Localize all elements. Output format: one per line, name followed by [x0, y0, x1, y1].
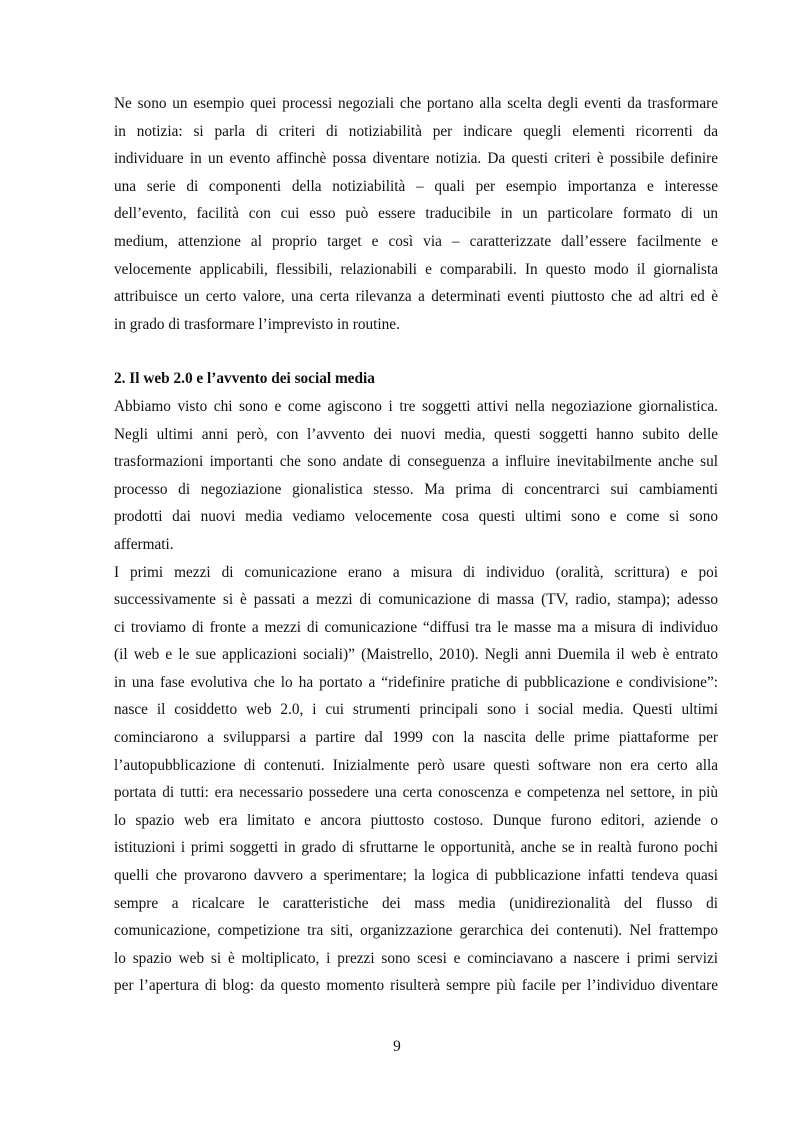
text-line: lo spazio web era limitato e ancora piuttosto costoso. Dunque furono editori, aziende o	[114, 811, 718, 829]
text-line: Abbiamo visto chi sono e come agiscono i tre soggetti attivi nella negoziazione giornalistica.	[114, 397, 718, 415]
text-line: l’autopubblicazione di contenuti. Inizialmente però usare questi software non era certo alla	[114, 756, 718, 774]
text-line: comunicazione, competizione tra siti, organizzazione gerarchica dei contenuti). Nel frattempo	[114, 922, 718, 940]
text-line: per l’apertura di blog: da questo momento risulterà sempre più facile per l’individuo diventare	[114, 977, 718, 995]
text-line: (il web e le sue applicazioni sociali)” (Maistrello, 2010). Negli anni Duemila il web è entrato	[114, 646, 718, 664]
text-line: una serie di componenti della notiziabilità – quali per esempio importanza e interesse	[114, 177, 718, 195]
text-line: ci troviamo di fronte a mezzi di comunicazione “diffusi tra le masse ma a misura di individuo	[114, 618, 718, 636]
text-line: in notizia: si parla di criteri di notiziabilità per indicare quegli elementi ricorrenti da	[114, 122, 718, 140]
text-line: velocemente applicabili, flessibili, relazionabili e comparabili. In questo modo il giornalista	[114, 260, 718, 278]
paragraph-section-2	[114, 559, 718, 1001]
text-line: quelli che provarono davvero a sperimentare; la logica di pubblicazione infatti tendeva quasi	[114, 867, 718, 885]
text-line: medium, attenzione al proprio target e così via – caratterizzate dall’essere facilmente e	[114, 232, 718, 250]
paragraph-section-1	[114, 393, 718, 559]
text-line: lo spazio web si è moltiplicato, i prezzi sono scesi e cominciavano a nascere i primi servizi	[114, 949, 718, 967]
text-line: prodotti dai nuovi media vediamo velocemente cosa questi ultimi sono e come si sono	[114, 508, 718, 526]
page-number: 9	[393, 1038, 401, 1055]
section-gap	[114, 338, 718, 365]
paragraph-intro	[114, 90, 718, 338]
document-page	[114, 90, 718, 1000]
text-line: cominciarono a svilupparsi a partire dal 1999 con la nascita delle prime piattaforme per	[114, 729, 718, 747]
text-line: attribuisce un certo valore, una certa rilevanza a determinati eventi piuttosto che ad altri ed è	[114, 288, 718, 306]
text-line: sempre a ricalcare le caratteristiche dei mass media (unidirezionalità del flusso di	[114, 894, 718, 912]
text-line: processo di negoziazione gionalistica stesso. Ma prima di concentrarci sui cambiamenti	[114, 480, 718, 498]
text-line: istituzioni i primi soggetti in grado di sfruttarne le opportunità, anche se in realtà furono pochi	[114, 839, 718, 857]
section-heading: 2. Il web 2.0 e l’avvento dei social media	[114, 370, 375, 388]
text-line: individuare in un evento affinchè possa diventare notizia. Da questi criteri è possibile definire	[114, 150, 718, 168]
text-line: in una fase evolutiva che lo ha portato a “ridefinire pratiche di pubblicazione e condivisione”:	[114, 673, 718, 691]
text-line: I primi mezzi di comunicazione erano a misura di individuo (oralità, scrittura) e poi	[114, 563, 718, 581]
text-line: nasce il cosiddetto web 2.0, i cui strumenti principali sono i social media. Questi ultimi	[114, 701, 718, 719]
text-line: trasformazioni importanti che sono andate di conseguenza a influire inevitabilmente anche sul	[114, 453, 718, 471]
text-line: Ne sono un esempio quei processi negoziali che portano alla scelta degli eventi da trasformare	[114, 95, 718, 112]
text-line: portata di tutti: era necessario possedere una certa conoscenza e competenza nel settore, in più	[114, 784, 718, 802]
text-line: Negli ultimi anni però, con l’avvento dei nuovi media, questi soggetti hanno subito delle	[114, 425, 718, 443]
text-line: in grado di trasformare l’imprevisto in routine.	[114, 315, 400, 333]
text-line: affermati.	[114, 535, 174, 553]
text-line: dell’evento, facilità con cui esso può essere traducibile in un particolare formato di un	[114, 205, 718, 223]
text-line: successivamente si è passati a mezzi di comunicazione di massa (TV, radio, stampa); adesso	[114, 591, 718, 609]
